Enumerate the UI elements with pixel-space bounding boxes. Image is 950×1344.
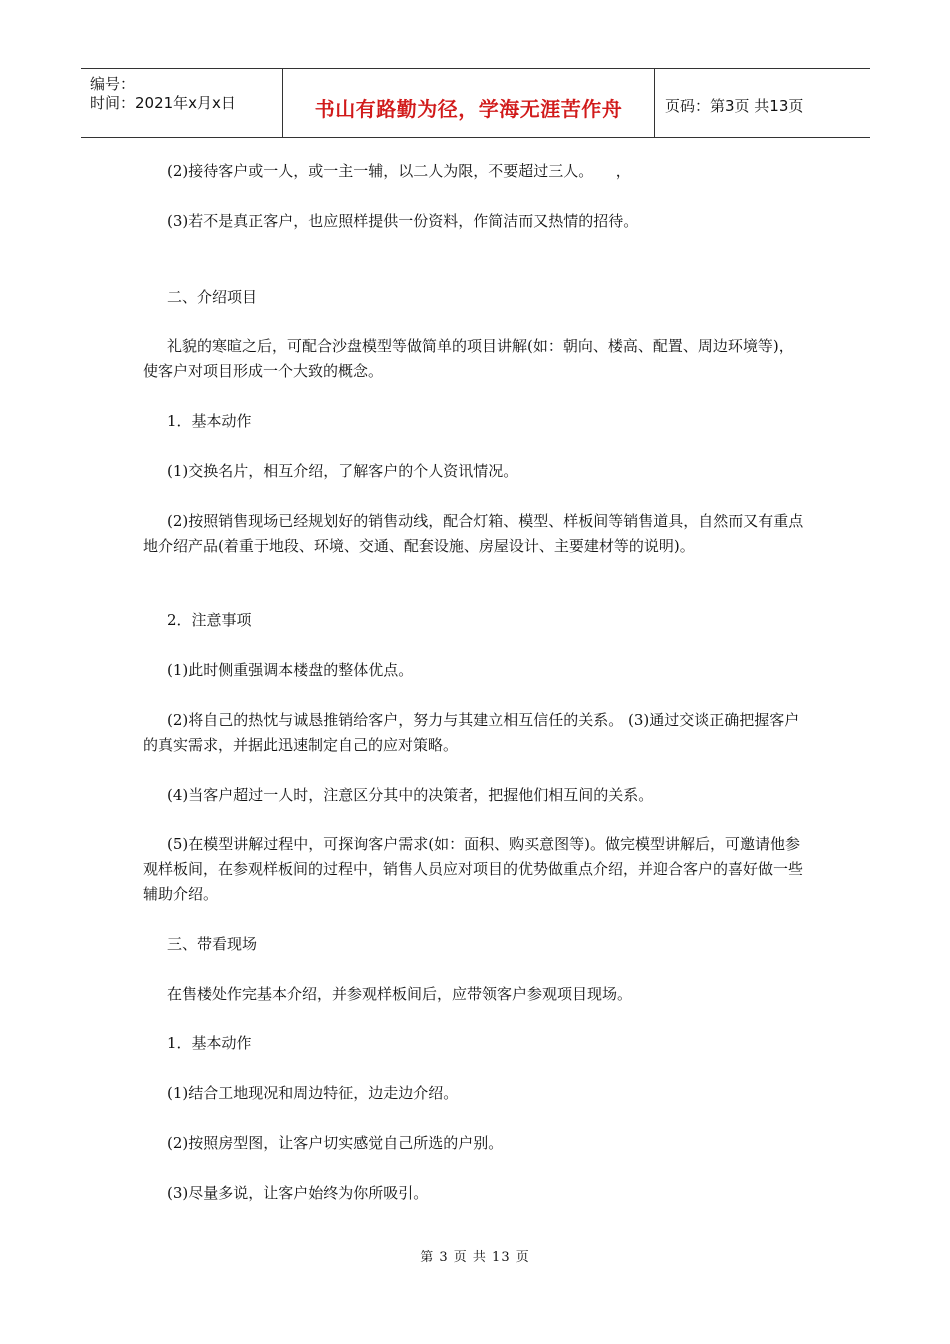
- page-header: [81, 68, 870, 138]
- paragraph-reception-3: (3)若不是真正客户，也应照样提供一份资料，作简洁而又热情的招待。: [167, 212, 639, 230]
- paragraph-intro-overview: 礼貌的寒暄之后，可配合沙盘模型等做简单的项目讲解(如：朝向、楼高、配置、周边环境等)，使客户对项目形成一个大致的概念。: [143, 337, 794, 380]
- page-footer: 第 3 页 共 13 页: [420, 1250, 530, 1265]
- paragraph-site-action-2: (2)按照房型图，让客户切实感觉自己所选的户别。: [167, 1134, 504, 1152]
- subheading-basic-actions: 1．基本动作: [167, 412, 252, 430]
- paragraph-intro-action-2: (2)按照销售现场已经规划好的销售动线，配合灯箱、模型、样板间等销售道具，自然而又有重点地介绍产品(着重于地段、环境、交通、配套设施、房屋设计、主要建材等的说明)。: [143, 512, 804, 555]
- section-heading-introduce-project: 二、介绍项目: [167, 288, 258, 306]
- document-number-label: 编号：: [90, 75, 136, 93]
- header-page-number: 页码：第3页 共13页: [665, 97, 804, 115]
- paragraph-site-action-1: (1)结合工地现况和周边特征，边走边介绍。: [167, 1084, 459, 1102]
- section-heading-site-visit: 三、带看现场: [167, 935, 258, 953]
- header-motto: 书山有路勤为径，学海无涯苦作舟: [314, 97, 623, 121]
- subheading-precautions: 2．注意事项: [167, 611, 252, 629]
- header-meta-cell: [81, 69, 283, 137]
- paragraph-site-visit-overview: 在售楼处作完基本介绍，并参观样板间后，应带领客户参观项目现场。: [167, 985, 633, 1003]
- paragraph-site-action-3: (3)尽量多说，让客户始终为你所吸引。: [167, 1184, 429, 1202]
- paragraph-reception-2: (2)接待客户或一人，或一主一辅，以二人为限，不要超过三人。 ，: [167, 162, 631, 180]
- paragraph-precaution-1: (1)此时侧重强调本楼盘的整体优点。: [167, 661, 414, 679]
- paragraph-intro-action-1: (1)交换名片，相互介绍，了解客户的个人资讯情况。: [167, 462, 519, 480]
- document-date: 时间：2021年x月x日: [90, 94, 236, 112]
- subheading-site-basic-actions: 1．基本动作: [167, 1034, 252, 1052]
- paragraph-precaution-5: (5)在模型讲解过程中，可探询客户需求(如：面积、购买意图等)。做完模型讲解后，可邀请他参观样板间，在参观样板间的过程中，销售人员应对项目的优势做重点介绍，并迎合客户的喜好做一些辅助介绍。: [143, 835, 804, 903]
- paragraph-precaution-2-3: (2)将自己的热忱与诚恳推销给客户，努力与其建立相互信任的关系。 (3)通过交谈正确把握客户的真实需求，并据此迅速制定自己的应对策略。: [143, 711, 800, 754]
- header-page-cell: [655, 69, 870, 137]
- paragraph-precaution-4: (4)当客户超过一人时，注意区分其中的决策者，把握他们相互间的关系。: [167, 786, 654, 804]
- header-motto-cell: [283, 69, 655, 137]
